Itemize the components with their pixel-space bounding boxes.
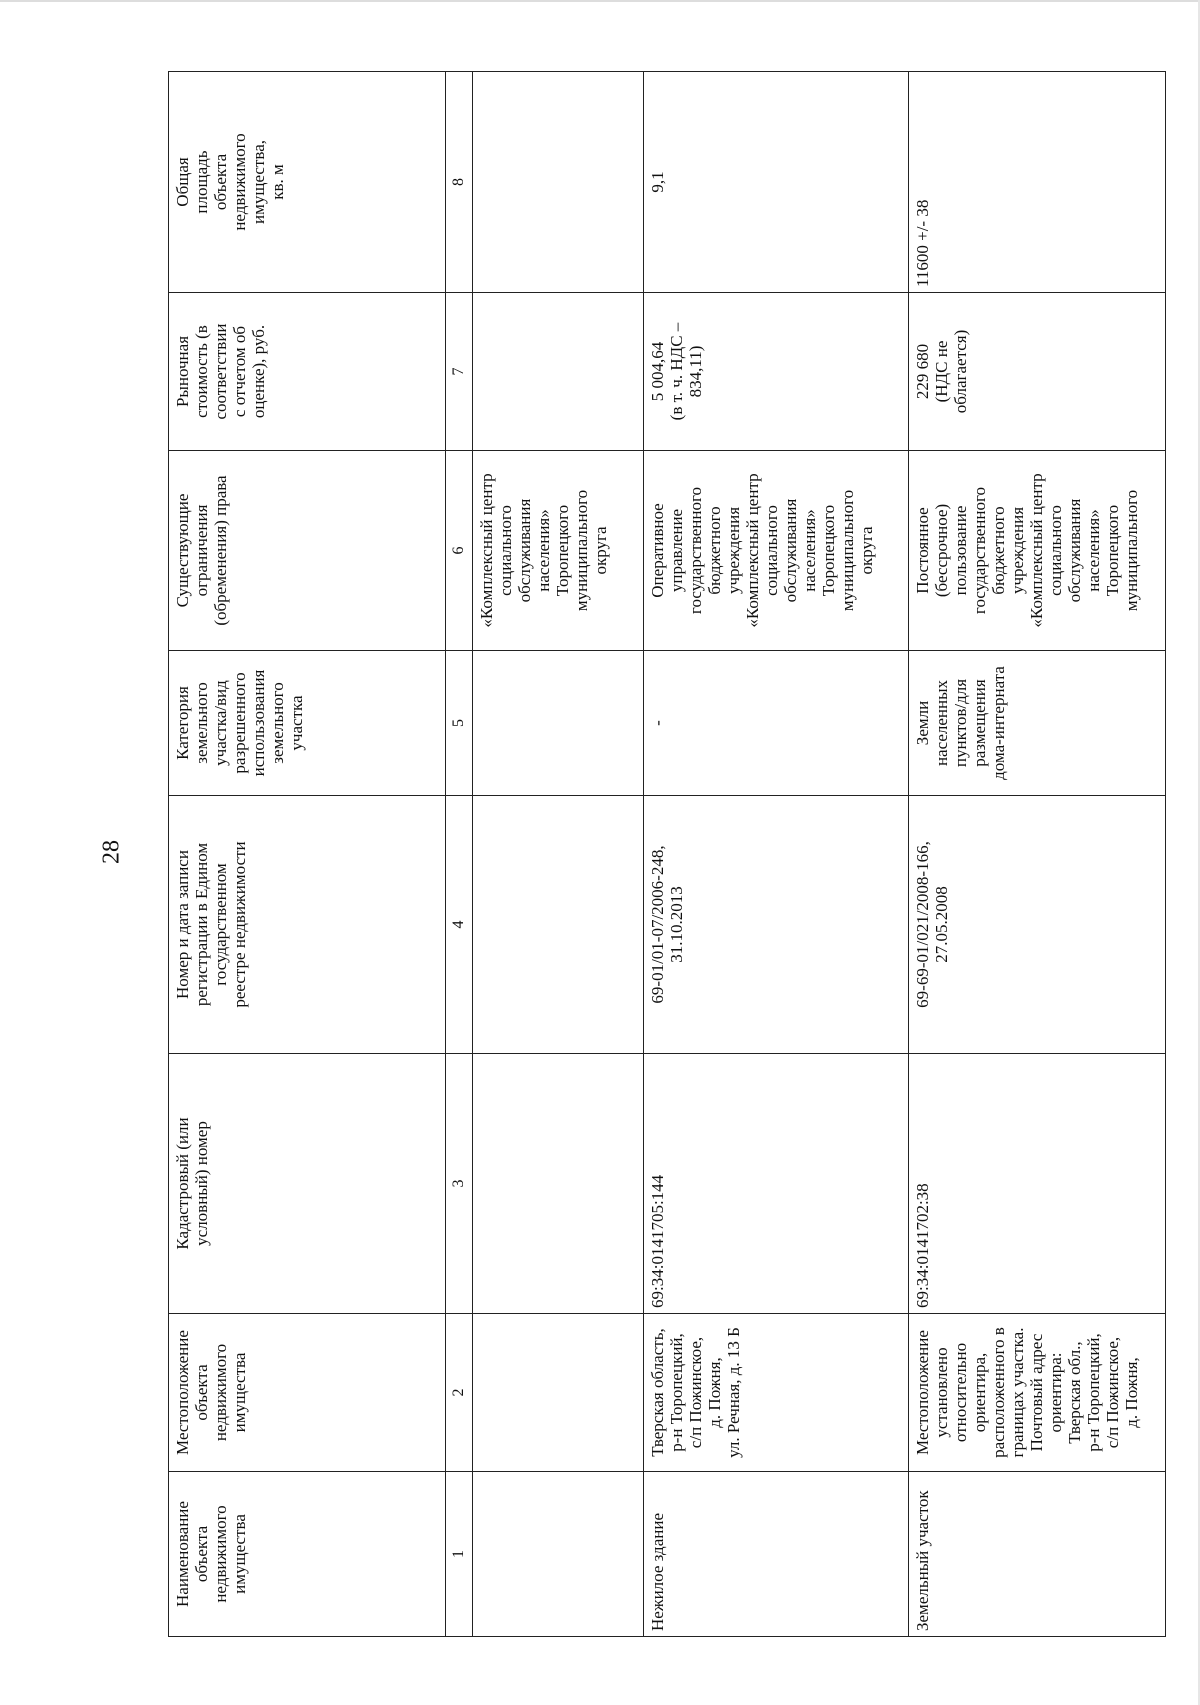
- cell-cadastral-number: [473, 1054, 644, 1314]
- column-number: 4: [446, 796, 473, 1054]
- cell-market-value: 229 680 (НДС не облагается): [909, 293, 1166, 451]
- column-number: 5: [446, 651, 473, 796]
- column-number: 1: [446, 1472, 473, 1637]
- column-number: 7: [446, 293, 473, 451]
- cell-name: Земельный участок: [909, 1472, 1166, 1637]
- cell-registration: 69-69-01/021/2008-166, 27.05.2008: [909, 796, 1166, 1054]
- cell-cadastral-number: 69:34:0141705:144: [644, 1054, 909, 1314]
- column-number: 8: [446, 72, 473, 293]
- header-restrictions: Существующие ограничения (обременения) права: [169, 451, 446, 651]
- cell-cadastral-number: 69:34:0141702:38: [909, 1054, 1166, 1314]
- cell-location: Тверская область, р-н Торопецкий, с/п Пожинское, д. Пожня, ул. Речная, д. 13 Б: [644, 1314, 909, 1472]
- cell-market-value: 5 004,64 (в т. ч. НДС – 834,11): [644, 293, 909, 451]
- table-row: [473, 72, 644, 1637]
- cell-location: [473, 1314, 644, 1472]
- table-row: [909, 72, 1166, 1637]
- cell-registration: 69-01/01-07/2006-248, 31.10.2013: [644, 796, 909, 1054]
- cell-market-value: [473, 293, 644, 451]
- cell-land-category: -: [644, 651, 909, 796]
- cell-land-category: Земли населенных пунктов/для размещения дома-интерната: [909, 651, 1166, 796]
- column-number: 3: [446, 1054, 473, 1314]
- scan-edge-top: [0, 0, 1200, 2]
- cell-restrictions: Постоянное (бессрочное) пользование государственного бюджетного учреждения «Комплексный центр социального обслуживания населения» Торопецкого муниципального: [909, 451, 1166, 651]
- cell-restrictions: «Комплексный центр социального обслуживания населения» Торопецкого муниципального округа: [473, 451, 644, 651]
- table-row: [644, 72, 909, 1637]
- header-row: [169, 72, 446, 1637]
- cell-name: [473, 1472, 644, 1637]
- header-cadastral-number: Кадастровый (или условный) номер: [169, 1054, 446, 1314]
- header-name: Наименование объекта недвижимого имущества: [169, 1472, 446, 1637]
- header-area: Общая площадь объекта недвижимого имущества, кв. м: [169, 72, 446, 293]
- cell-registration: [473, 796, 644, 1054]
- page-number: 28: [98, 840, 125, 864]
- cell-restrictions: Оперативное управление государственного бюджетного учреждения «Комплексный центр социального обслуживания населения» Торопецкого муниципального округа: [644, 451, 909, 651]
- header-market-value: Рыночная стоимость (в соответствии с отчетом об оценке), руб.: [169, 293, 446, 451]
- property-register-table: [168, 71, 1166, 1637]
- header-registration: Номер и дата записи регистрации в Едином государственном реестре недвижимости: [169, 796, 446, 1054]
- column-number: 6: [446, 451, 473, 651]
- rotated-table-container: [168, 72, 1142, 1637]
- cell-area: [473, 72, 644, 293]
- cell-land-category: [473, 651, 644, 796]
- cell-location: Местоположение установлено относительно ориентира, расположенного в границах участка. Почтовый адрес ориентира: Тверская обл., р-н Торопецкий, с/п Пожинское, д. Пожня,: [909, 1314, 1166, 1472]
- column-number-row: [446, 72, 473, 1637]
- column-number: 2: [446, 1314, 473, 1472]
- cell-name: Нежилое здание: [644, 1472, 909, 1637]
- cell-area: 11600 +/- 38: [909, 72, 1166, 293]
- header-location: Местоположение объекта недвижимого имущества: [169, 1314, 446, 1472]
- cell-area: 9,1: [644, 72, 909, 293]
- header-land-category: Категория земельного участка/вид разрешенного использования земельного участка: [169, 651, 446, 796]
